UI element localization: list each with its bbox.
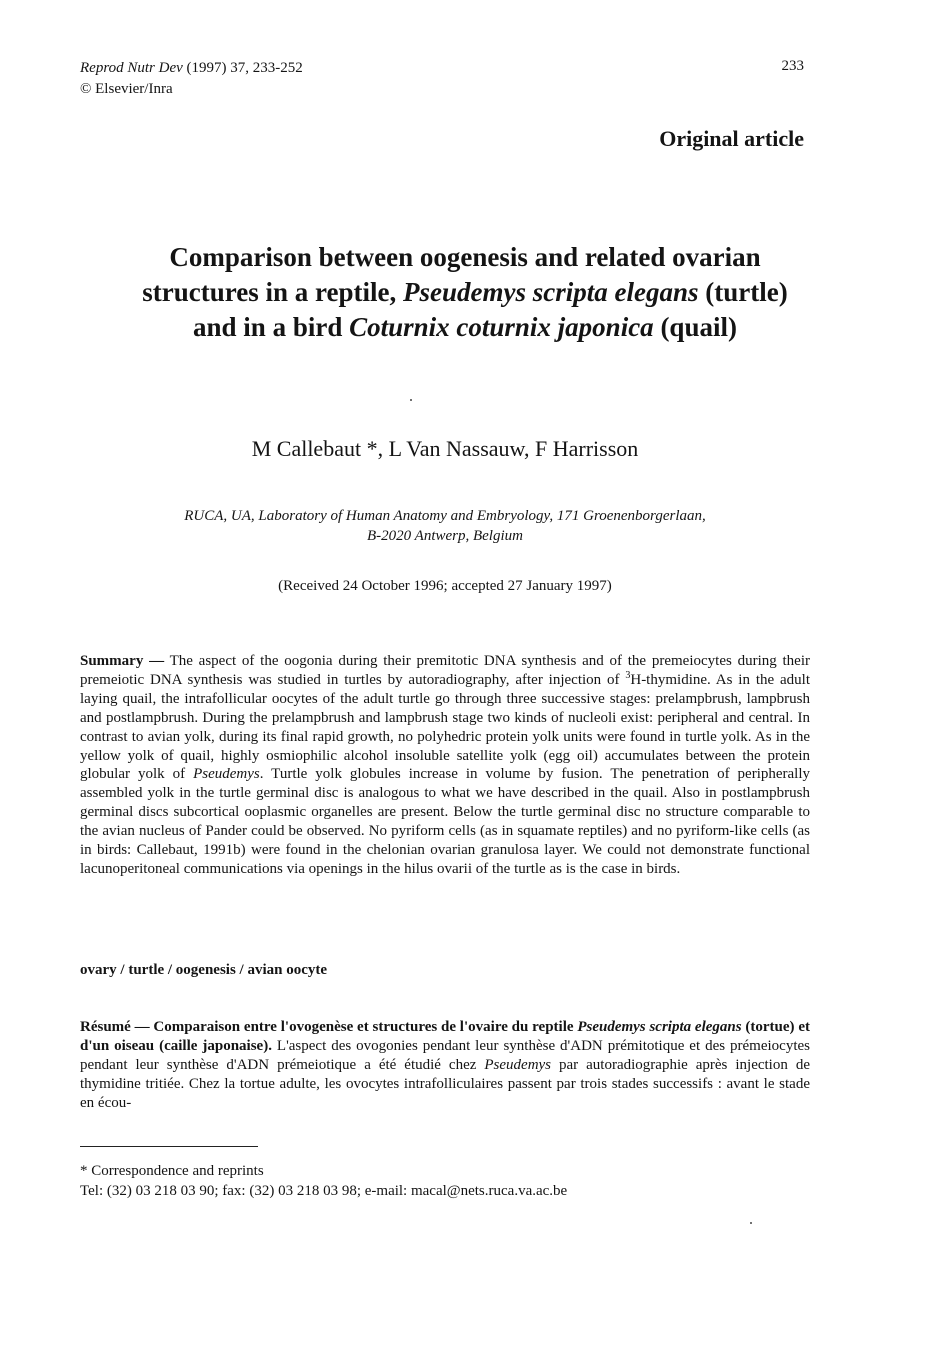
resume-species-2: Pseudemys	[484, 1057, 552, 1073]
resume-text-2: par autoradiographie après injection de thymidine tritiée. Chez la tortue adulte, les ovocytes intrafolliculaires passent par trois stades successifs : avant le stade en écou-	[80, 1057, 810, 1111]
title-species-2: Coturnix coturnix japonica	[349, 312, 654, 342]
summary-text-1: The aspect of the oogonia during their premitotic DNA synthesis and of the premeiocytes during their premeiotic DNA synthesis was studied in turtles by autoradiography, after injection of	[80, 653, 810, 688]
footnote-correspondence: * Correspondence and reprints	[80, 1163, 264, 1179]
page-number: 233	[781, 58, 804, 74]
summary-text-2: H-thymidine. As in the adult laying quail, the intrafollicular oocytes of the adult turtle go through three successive stages: prelampbrush, lampbrush and postlampbrush. During the prelampbrush and lampbrush stage two kinds of nucleoli exist: peripheral and central. In contrast to avian yolk, during its final rapid growth, no polyhedric protein yolk units were found in turtle yolk. As in the yellow yolk of quail, highly osmiophilic alcohol insoluble satellite yolk (egg oil) accumulates between the protein globular yolk of	[80, 671, 810, 783]
citation-line	[80, 58, 303, 79]
isotope-superscript: 3	[625, 669, 631, 681]
article-title	[120, 240, 810, 345]
resume-paragraph	[80, 1018, 810, 1113]
footnote-divider	[80, 1146, 258, 1147]
journal-name: Reprod Nutr Dev	[80, 60, 183, 76]
speck-mark	[750, 1222, 752, 1224]
title-part-2: (turtle) and in a bird	[193, 277, 788, 342]
footnote-contact: Tel: (32) 03 218 03 90; fax: (32) 03 218 03 98; e-mail: macal@nets.ruca.va.ac.be	[80, 1183, 568, 1199]
journal-citation: (1997) 37, 233-252	[182, 60, 303, 76]
running-header	[80, 58, 303, 100]
received-dates: (Received 24 October 1996; accepted 27 January 1997)	[278, 578, 612, 594]
summary-text-3: . Turtle yolk globules increase in volume by fusion. The penetration of peripherally assembled yolk in the turtle germinal disc is analogous to what we have described in the quail. Also in postlampbrush germinal discs subcortical ooplasmic organelles are present. Below the turtle germinal disc no structure comparable to the avian nucleus of Pander could be observed. No pyriform cells (as in squamate reptiles) and no pyriform-like cells (as in birds: Callebaut, 1991b) were found in the chelonian ovarian granulosa layer. We could not demonstrate functional lacunoperitoneal communications via openings in the hilus ovarii of the turtle as is the case in birds.	[80, 766, 811, 877]
title-part-1: Comparison between oogenesis and related ovarian structures in a reptile,	[142, 242, 761, 307]
title-species-1: Pseudemys scripta elegans	[403, 277, 699, 307]
article-type: Original article	[659, 126, 804, 151]
summary-paragraph	[80, 652, 810, 879]
affiliation-line-1: RUCA, UA, Laboratory of Human Anatomy and Embryology, 171 Groenenborgerlaan,	[184, 508, 706, 524]
footnote	[80, 1161, 567, 1201]
resume-heading-1: Résumé — Comparaison entre l'ovogenèse et structures de l'ovaire du reptile	[80, 1019, 578, 1035]
resume-heading-2: (tortue) et d'un oiseau (caille japonaise).	[80, 1019, 810, 1054]
affiliation-line-2: B-2020 Antwerp, Belgium	[367, 528, 523, 544]
summary-species: Pseudemys	[193, 766, 260, 783]
authors: M Callebaut *, L Van Nassauw, F Harrisson	[251, 436, 639, 461]
summary-heading: Summary —	[80, 653, 165, 669]
copyright: © Elsevier/Inra	[80, 81, 173, 97]
resume-species-1: Pseudemys scripta elegans	[577, 1019, 742, 1035]
title-part-3: (quail)	[653, 312, 737, 342]
keywords: ovary / turtle / oogenesis / avian oocyte	[80, 962, 328, 978]
resume-text-1: L'aspect des ovogonies pendant leur synthèse d'ADN prémitotique et des prémeiocytes pendant leur synthèse d'ADN prémeiotique a été étudié chez	[80, 1038, 810, 1073]
speck-mark	[410, 399, 412, 401]
affiliation	[100, 506, 790, 546]
